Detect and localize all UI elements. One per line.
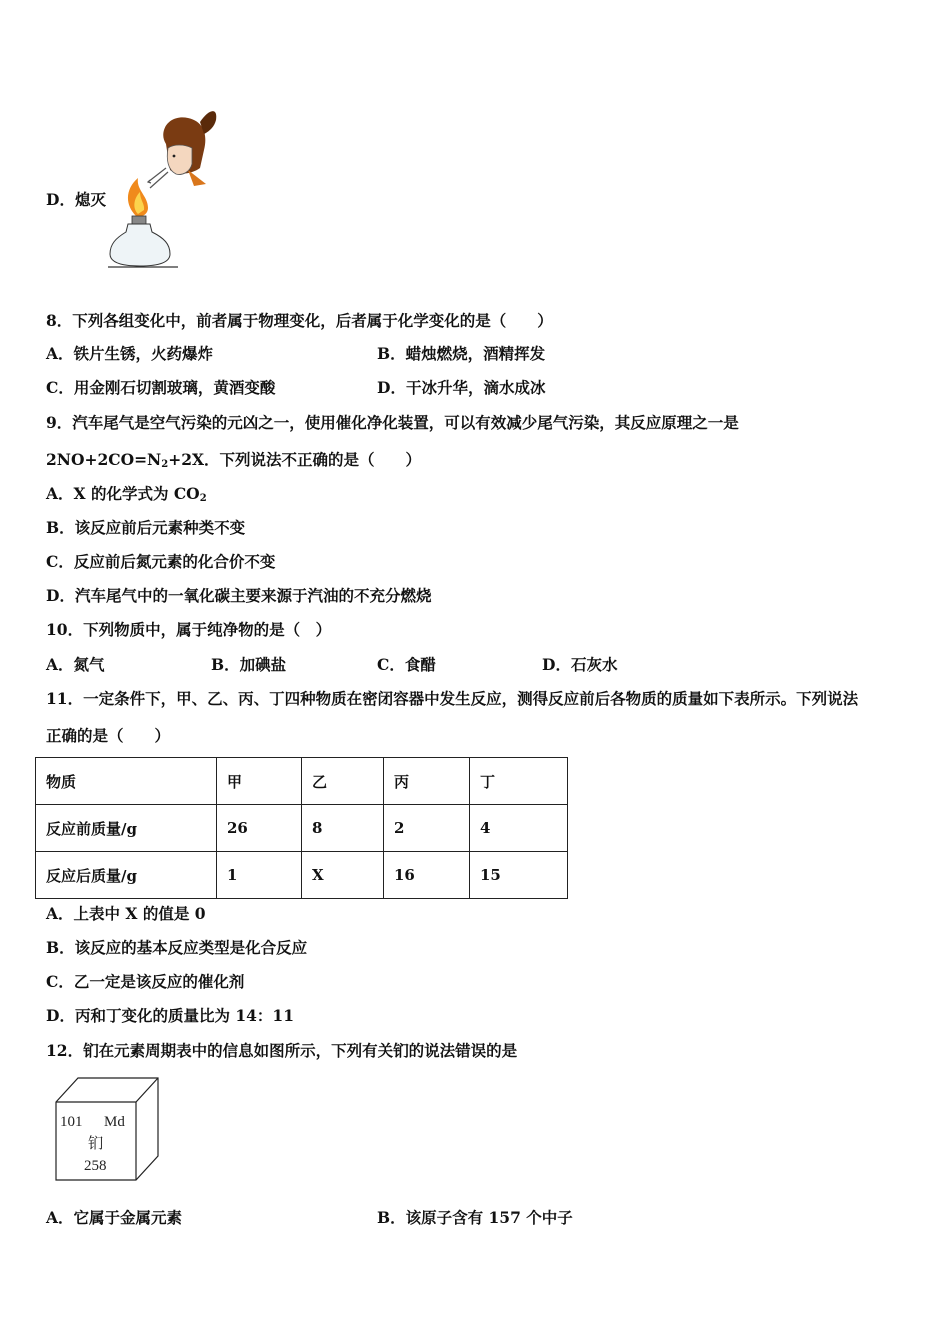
- table-cell: 15: [470, 852, 568, 899]
- table-header-cell: 物质: [36, 758, 217, 805]
- q9-stem: 9．汽车尾气是空气污染的元凶之一，使用催化净化装置，可以有效减少尾气污染，其反应原理之一是: [46, 413, 739, 432]
- q12-option-a: A．它属于金属元素: [46, 1208, 183, 1227]
- q8-option-a: A．铁片生锈，火药爆炸: [46, 344, 214, 363]
- table-cell: 16: [384, 852, 470, 899]
- table-cell: 反应后质量/g: [36, 852, 217, 899]
- table-cell: 2: [384, 805, 470, 852]
- table-cell: 26: [217, 805, 302, 852]
- element-name: 钔: [88, 1134, 104, 1152]
- table-row: [36, 852, 568, 899]
- q10-option-c: C．食醋: [377, 655, 436, 674]
- q8-option-d: D．干冰升华，滴水成冰: [377, 378, 546, 397]
- q12-stem: 12．钔在元素周期表中的信息如图所示，下列有关钔的说法错误的是: [46, 1041, 518, 1060]
- q9-option-b: B．该反应前后元素种类不变: [46, 518, 246, 537]
- mass-table: [35, 757, 568, 899]
- table-header-row: [36, 758, 568, 805]
- girl-blowing-icon: [163, 111, 216, 186]
- q9-option-d: D．汽车尾气中的一氧化碳主要来源于汽油的不充分燃烧: [46, 586, 432, 605]
- q12-option-b: B．该原子含有 157 个中子: [377, 1208, 573, 1227]
- table-header-cell: 甲: [217, 758, 302, 805]
- element-atomic-number: 101: [60, 1114, 83, 1130]
- q11-option-a: A．上表中 X 的值是 0: [46, 904, 206, 923]
- q10-option-a: A．氮气: [46, 655, 105, 674]
- q11-option-d: D．丙和丁变化的质量比为 14：11: [46, 1006, 294, 1025]
- element-mass: 258: [84, 1158, 107, 1174]
- table-cell: X: [302, 852, 384, 899]
- table-row: [36, 805, 568, 852]
- alcohol-burner-illustration: [108, 104, 223, 270]
- q8-option-b: B．蜡烛燃烧，酒精挥发: [377, 344, 546, 363]
- table-header-cell: 乙: [302, 758, 384, 805]
- q9-equation: $2NO+2CO=N_2+2X$．下列说法不正确的是（ ）: [46, 450, 422, 470]
- q10-option-d: D．石灰水: [542, 655, 618, 674]
- table-cell: 8: [302, 805, 384, 852]
- q11-option-b: B．该反应的基本反应类型是化合反应: [46, 938, 308, 957]
- q10-stem: 10．下列物质中，属于纯净物的是（ ）: [46, 620, 332, 639]
- q9-option-a: A．X 的化学式为 $CO_2$: [46, 484, 207, 504]
- burner-icon: [108, 216, 178, 267]
- q11-stem-line1: 11．一定条件下，甲、乙、丙、丁四种物质在密闭容器中发生反应，测得反应前后各物质的质量如下表所示。下列说法: [46, 689, 859, 708]
- q7-option-d: D．熄灭: [46, 190, 106, 209]
- element-card-illustration: [52, 1076, 162, 1184]
- table-cell: 4: [470, 805, 568, 852]
- table-header-cell: 丁: [470, 758, 568, 805]
- q9-option-c: C．反应前后氮元素的化合价不变: [46, 552, 276, 571]
- element-symbol: Md: [104, 1114, 125, 1130]
- flame-icon: [128, 178, 148, 217]
- q8-option-c: C．用金刚石切割玻璃，黄酒变酸: [46, 378, 276, 397]
- q8-stem: 8．下列各组变化中，前者属于物理变化，后者属于化学变化的是（ ）: [46, 311, 553, 330]
- table-header-cell: 丙: [384, 758, 470, 805]
- table-cell: 1: [217, 852, 302, 899]
- table-cell: 反应前质量/g: [36, 805, 217, 852]
- q10-option-b: B．加碘盐: [211, 655, 287, 674]
- q11-option-c: C．乙一定是该反应的催化剂: [46, 972, 245, 991]
- q11-stem-line2: 正确的是（ ）: [46, 726, 171, 745]
